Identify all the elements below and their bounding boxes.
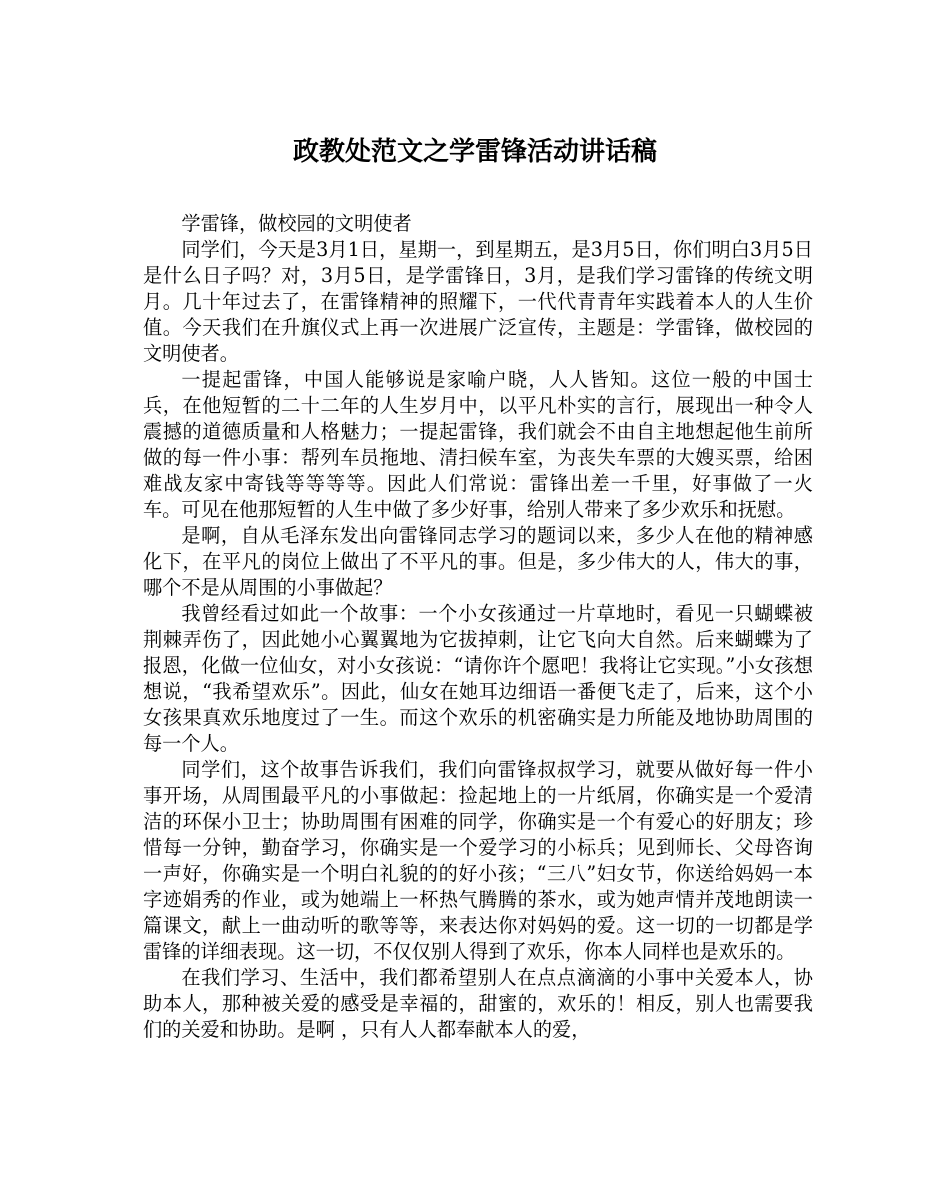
paragraph: 同学们，这个故事告诉我们，我们向雷锋叔叔学习，就要从做好每一件小事开场，从周围最平凡的小事做起：捡起地上的一片纸屑，你确实是一个爱清洁的环保小卫士；协助周围有困难的同学，你确实是一个有爱心的好朋友；珍惜每一分钟，勤奋学习，你确实是一个爱学习的小标兵；见到师长、父母咨询一声好，你确实是一个明白礼貌的的好小孩；“三八”妇女节，你送给妈妈一本字迹娟秀的作业，或为她端上一杯热气腾腾的茶水，或为她声情并茂地朗读一篇课文，献上一曲动听的歌等等，来表达你对妈妈的爱。这一切的一切都是学雷锋的详细表现。这一切，不仅仅别人得到了欢乐，你本人同样也是欢乐的。 — [143, 758, 813, 963]
paragraph: 我曾经看过如此一个故事：一个小女孩通过一片草地时，看见一只蝴蝶被荆棘弄伤了，因此她小心翼翼地为它拔掉刺，让它飞向大自然。后来蝴蝶为了报恩，化做一位仙女，对小女孩说：“请你许个愿吧！我将让它实现。”小女孩想想说，“我希望欢乐”。因此，仙女在她耳边细语一番便飞走了，后来，这个小女孩果真欢乐地度过了一生。而这个欢乐的机密确实是力所能及地协助周围的每一个人。 — [143, 602, 813, 755]
paragraph: 是啊，自从毛泽东发出向雷锋同志学习的题词以来，多少人在他的精神感化下，在平凡的岗位上做出了不平凡的事。但是，多少伟大的人，伟大的事，哪个不是从周围的小事做起？ — [143, 524, 813, 599]
document-title: 政教处范文之学雷锋活动讲话稿 — [292, 137, 657, 167]
paragraph: 一提起雷锋，中国人能够说是家喻户晓，人人皆知。这位一般的中国士兵，在他短暂的二十二年的人生岁月中，以平凡朴实的言行，展现出一种令人震撼的道德质量和人格魅力；一提起雷锋，我们就会不由自主地想起他生前所做的每一件小事：帮列车员拖地、清扫候车室，为丧失车票的大嫂买票，给困难战友家中寄钱等等等等。因此人们常说：雷锋出差一千里，好事做了一火车。可见在他那短暂的人生中做了多少好事，给别人带来了多少欢乐和抚慰。 — [143, 368, 813, 521]
paragraph: 同学们，今天是3月1日，星期一，到星期五，是3月5日，你们明白3月5日是什么日子吗？对，3月5日，是学雷锋日，3月，是我们学习雷锋的传统文明月。几十年过去了，在雷锋精神的照耀下，一代代青青年实践着本人的人生价值。今天我们在升旗仪式上再一次进展广泛宣传，主题是：学雷锋，做校园的文明使者。 — [143, 238, 813, 365]
paragraph: 在我们学习、生活中，我们都希望别人在点点滴滴的小事中关爱本人，协助本人，那种被关爱的感受是幸福的，甜蜜的，欢乐的！相反，别人也需要我们的关爱和协助。是啊 ，只有人人都奉献本人的爱， — [143, 966, 813, 1041]
paragraph-subtitle: 学雷锋，做校园的文明使者 — [181, 212, 412, 235]
document-body — [143, 211, 813, 1043]
